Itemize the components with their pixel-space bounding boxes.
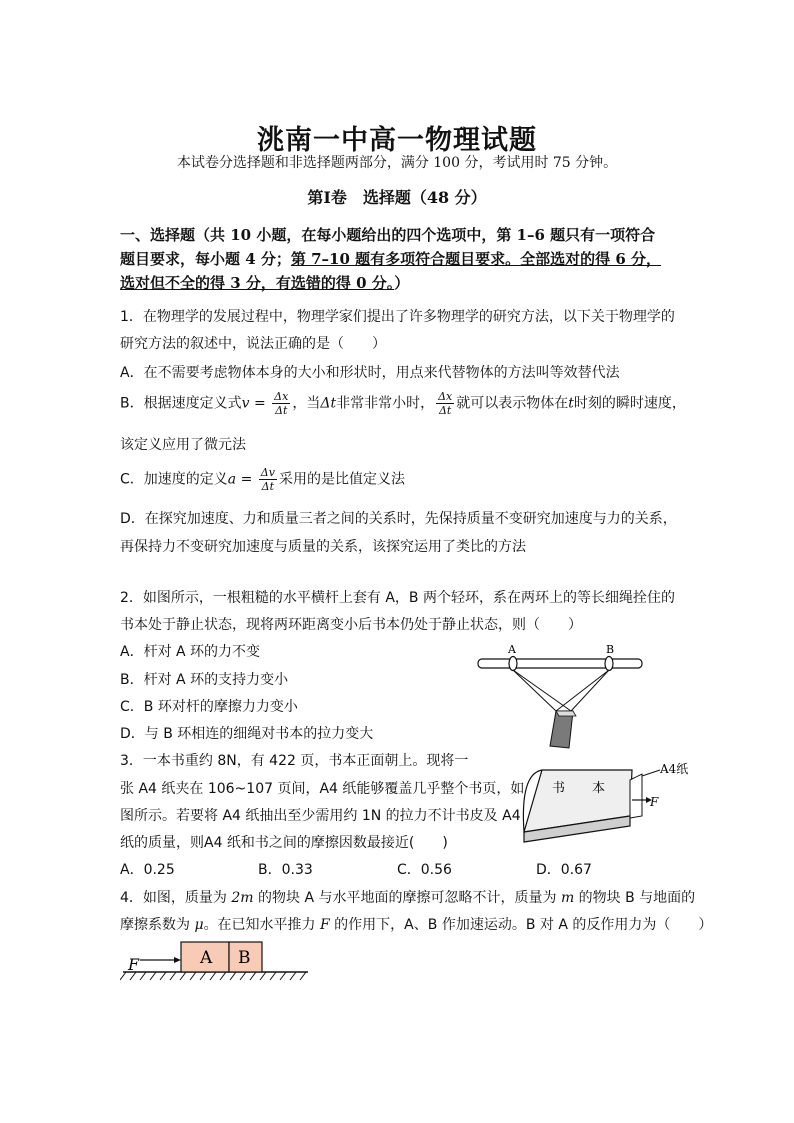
q4-l1-text2: 的物块 A 与水平地面的摩擦可忽略不计，质量为: [253, 890, 561, 906]
q4-l1-m: m: [560, 890, 575, 906]
q1-c-text1: C．加速度的定义: [120, 471, 228, 488]
q4-l2-f: F: [320, 917, 330, 933]
q1-b-text5: 时刻的瞬时速度，: [573, 395, 686, 412]
q1-stem-line1: 1．在物理学的发展过程中，物理学家们提出了许多物理学的研究方法，以下关于物理学的: [120, 309, 675, 325]
q2-ring-b: [605, 657, 613, 671]
q2-book: [550, 711, 573, 748]
q1-c-eq: =: [236, 471, 257, 488]
q2-option-d: D．与 B 环相连的细绳对书本的拉力变大: [120, 726, 374, 742]
q4-stem-line2: [120, 914, 712, 934]
q3-option-c: C．0.56: [397, 862, 452, 878]
q1-b-frac2-num: Δx: [438, 390, 453, 403]
page-title: 洮南一中高一物理试题: [257, 125, 537, 156]
q1-c-frac-num: Δv: [260, 466, 275, 479]
q3-stem-line3: 图所示。若要将 A4 纸抽出至少需用约 1N 的拉力不计书皮及 A4: [120, 808, 521, 824]
q1-b-t: t: [568, 395, 574, 412]
q2-ring-a: [509, 657, 517, 671]
section-instructions-line1: 一、选择题（共 10 小题，在每小题给出的四个选项中，第 1–6 题只有一项符合: [120, 226, 656, 244]
q3-stem-line2: 张 A4 纸夹在 106~107 页间，A4 纸能够覆盖几乎整个书页，如: [120, 781, 525, 797]
q2-label-b: B: [606, 643, 615, 656]
q1-c-a: a: [227, 471, 237, 488]
q1-b-fraction2: [436, 390, 454, 417]
q4-block-b-label: B: [238, 948, 251, 968]
q1-c-fraction: [259, 466, 277, 493]
q4-ground-hatch: [120, 972, 306, 980]
section-line3-text: 选对但不全的得 3 分，有选错的得 0 分。: [120, 274, 395, 292]
q3-option-b: B．0.33: [258, 862, 313, 878]
q2-label-a: A: [508, 643, 516, 656]
exam-subtitle: 本试卷分选择题和非选择题两部分，满分 100 分，考试用时 75 分钟。: [176, 155, 618, 171]
q1-c-frac-den: Δt: [261, 480, 275, 493]
q1-option-a: A．在不需要考虑物体本身的大小和形状时，用点来代替物体的方法叫等效替代法: [120, 365, 620, 381]
q1-b-text3: 非常非常小时，: [336, 395, 435, 412]
q1-option-d-line1: D．在探究加速度、力和质量三者之间的关系时，先保持质量不变研究加速度与力的关系，: [120, 511, 677, 527]
q4-l2-text3: 的作用下，A、B 作加速运动。B 对 A 的反作用力为（ ）: [329, 917, 713, 933]
q1-b-dt: Δt: [320, 395, 337, 412]
q4-blocks-figure: [120, 938, 320, 988]
q2-option-b: B．杆对 A 环的支持力变小: [120, 672, 289, 688]
part-heading: 第Ⅰ卷 选择题（48 分）: [307, 188, 487, 207]
q1-b-text1: B．根据速度定义式: [120, 395, 242, 412]
q1-option-c: [120, 466, 405, 493]
q4-stem-line1: [120, 887, 695, 907]
q2-string-b-left: [556, 670, 609, 711]
q3-force-label: F: [650, 795, 659, 809]
q3-option-d: D．0.67: [536, 862, 592, 878]
q3-a4-pointer: [642, 770, 660, 776]
section-line3-end: ）: [394, 274, 410, 292]
q2-stem-line2: 书本处于静止状态，现将两环距离变小后书本仍处于静止状态，则（ ）: [120, 617, 582, 633]
q2-string-a-right: [513, 670, 571, 711]
section-instructions-line3: [120, 272, 409, 293]
q4-force-label: F: [128, 955, 140, 974]
q4-block-a-label: A: [200, 948, 213, 968]
q1-option-b-line2: 该定义应用了微元法: [120, 437, 246, 453]
q4-l1-2m: 2m: [231, 890, 254, 906]
section-instructions-line2: [120, 248, 661, 269]
q2-string-a-left: [513, 670, 556, 711]
q4-l1-text1: 4．如图，质量为: [120, 890, 232, 906]
q1-b-frac2-den: Δt: [438, 404, 452, 417]
q2-string-b-right: [571, 670, 609, 711]
q1-b-fraction: [272, 390, 290, 417]
q2-book-top: [556, 711, 576, 716]
section-line2-part1: 题目要求，每小题 4 分；: [120, 250, 291, 268]
q2-option-a: A．杆对 A 环的力不变: [120, 644, 261, 660]
q4-l2-mu: μ: [194, 917, 204, 933]
q4-l2-text2: 。在已知水平推力: [203, 917, 321, 933]
q3-book-char2: 本: [592, 781, 606, 796]
q1-b-text2: ，当: [292, 395, 321, 412]
q4-l2-text1: 摩擦系数为: [120, 917, 195, 933]
q2-option-c: C．B 环对杆的摩擦力力变小: [120, 699, 298, 715]
q3-book-char1: 书: [552, 781, 566, 796]
q1-b-frac-num: Δx: [274, 390, 289, 403]
q4-force-arrowhead: [174, 957, 181, 963]
q3-a4-label: A4纸: [660, 762, 689, 776]
q4-l1-text3: 的物块 B 与地面的: [574, 890, 696, 906]
q2-rod-book-figure: [470, 640, 660, 760]
section-line2-part2: 第 7–10 题有多项符合题目要求。全部选对的得 6 分，: [290, 250, 662, 268]
q1-b-frac-den: Δt: [275, 404, 288, 417]
q1-option-d-line2: 再保持力不变研究加速度与质量的关系，该探究运用了类比的方法: [120, 539, 526, 555]
q2-horizontal-rod: [478, 659, 642, 668]
q3-a4-paper: [630, 774, 642, 818]
q3-book-figure: [512, 758, 722, 848]
q1-stem-line2: 研究方法的叙述中，说法正确的是（ ）: [120, 336, 386, 352]
q1-b-eq: =: [249, 395, 271, 412]
q3-stem-line4: 纸的质量，则A4 纸和书之间的摩擦因数最接近( ): [120, 835, 448, 851]
q1-b-v: v: [241, 395, 250, 412]
q3-stem-line1: 3．一本书重约 8N，有 422 页，书本正面朝上。现将一: [120, 753, 469, 769]
q1-option-b: [120, 390, 686, 417]
q1-c-text2: 采用的是比值定义法: [278, 471, 405, 488]
q2-stem-line1: 2．如图所示，一根粗糙的水平横杆上套有 A，B 两个轻环，系在两环上的等长细绳拴住的: [120, 590, 675, 606]
q3-option-a: A．0.25: [120, 862, 175, 878]
q1-b-text4: 就可以表示物体在: [456, 395, 569, 412]
